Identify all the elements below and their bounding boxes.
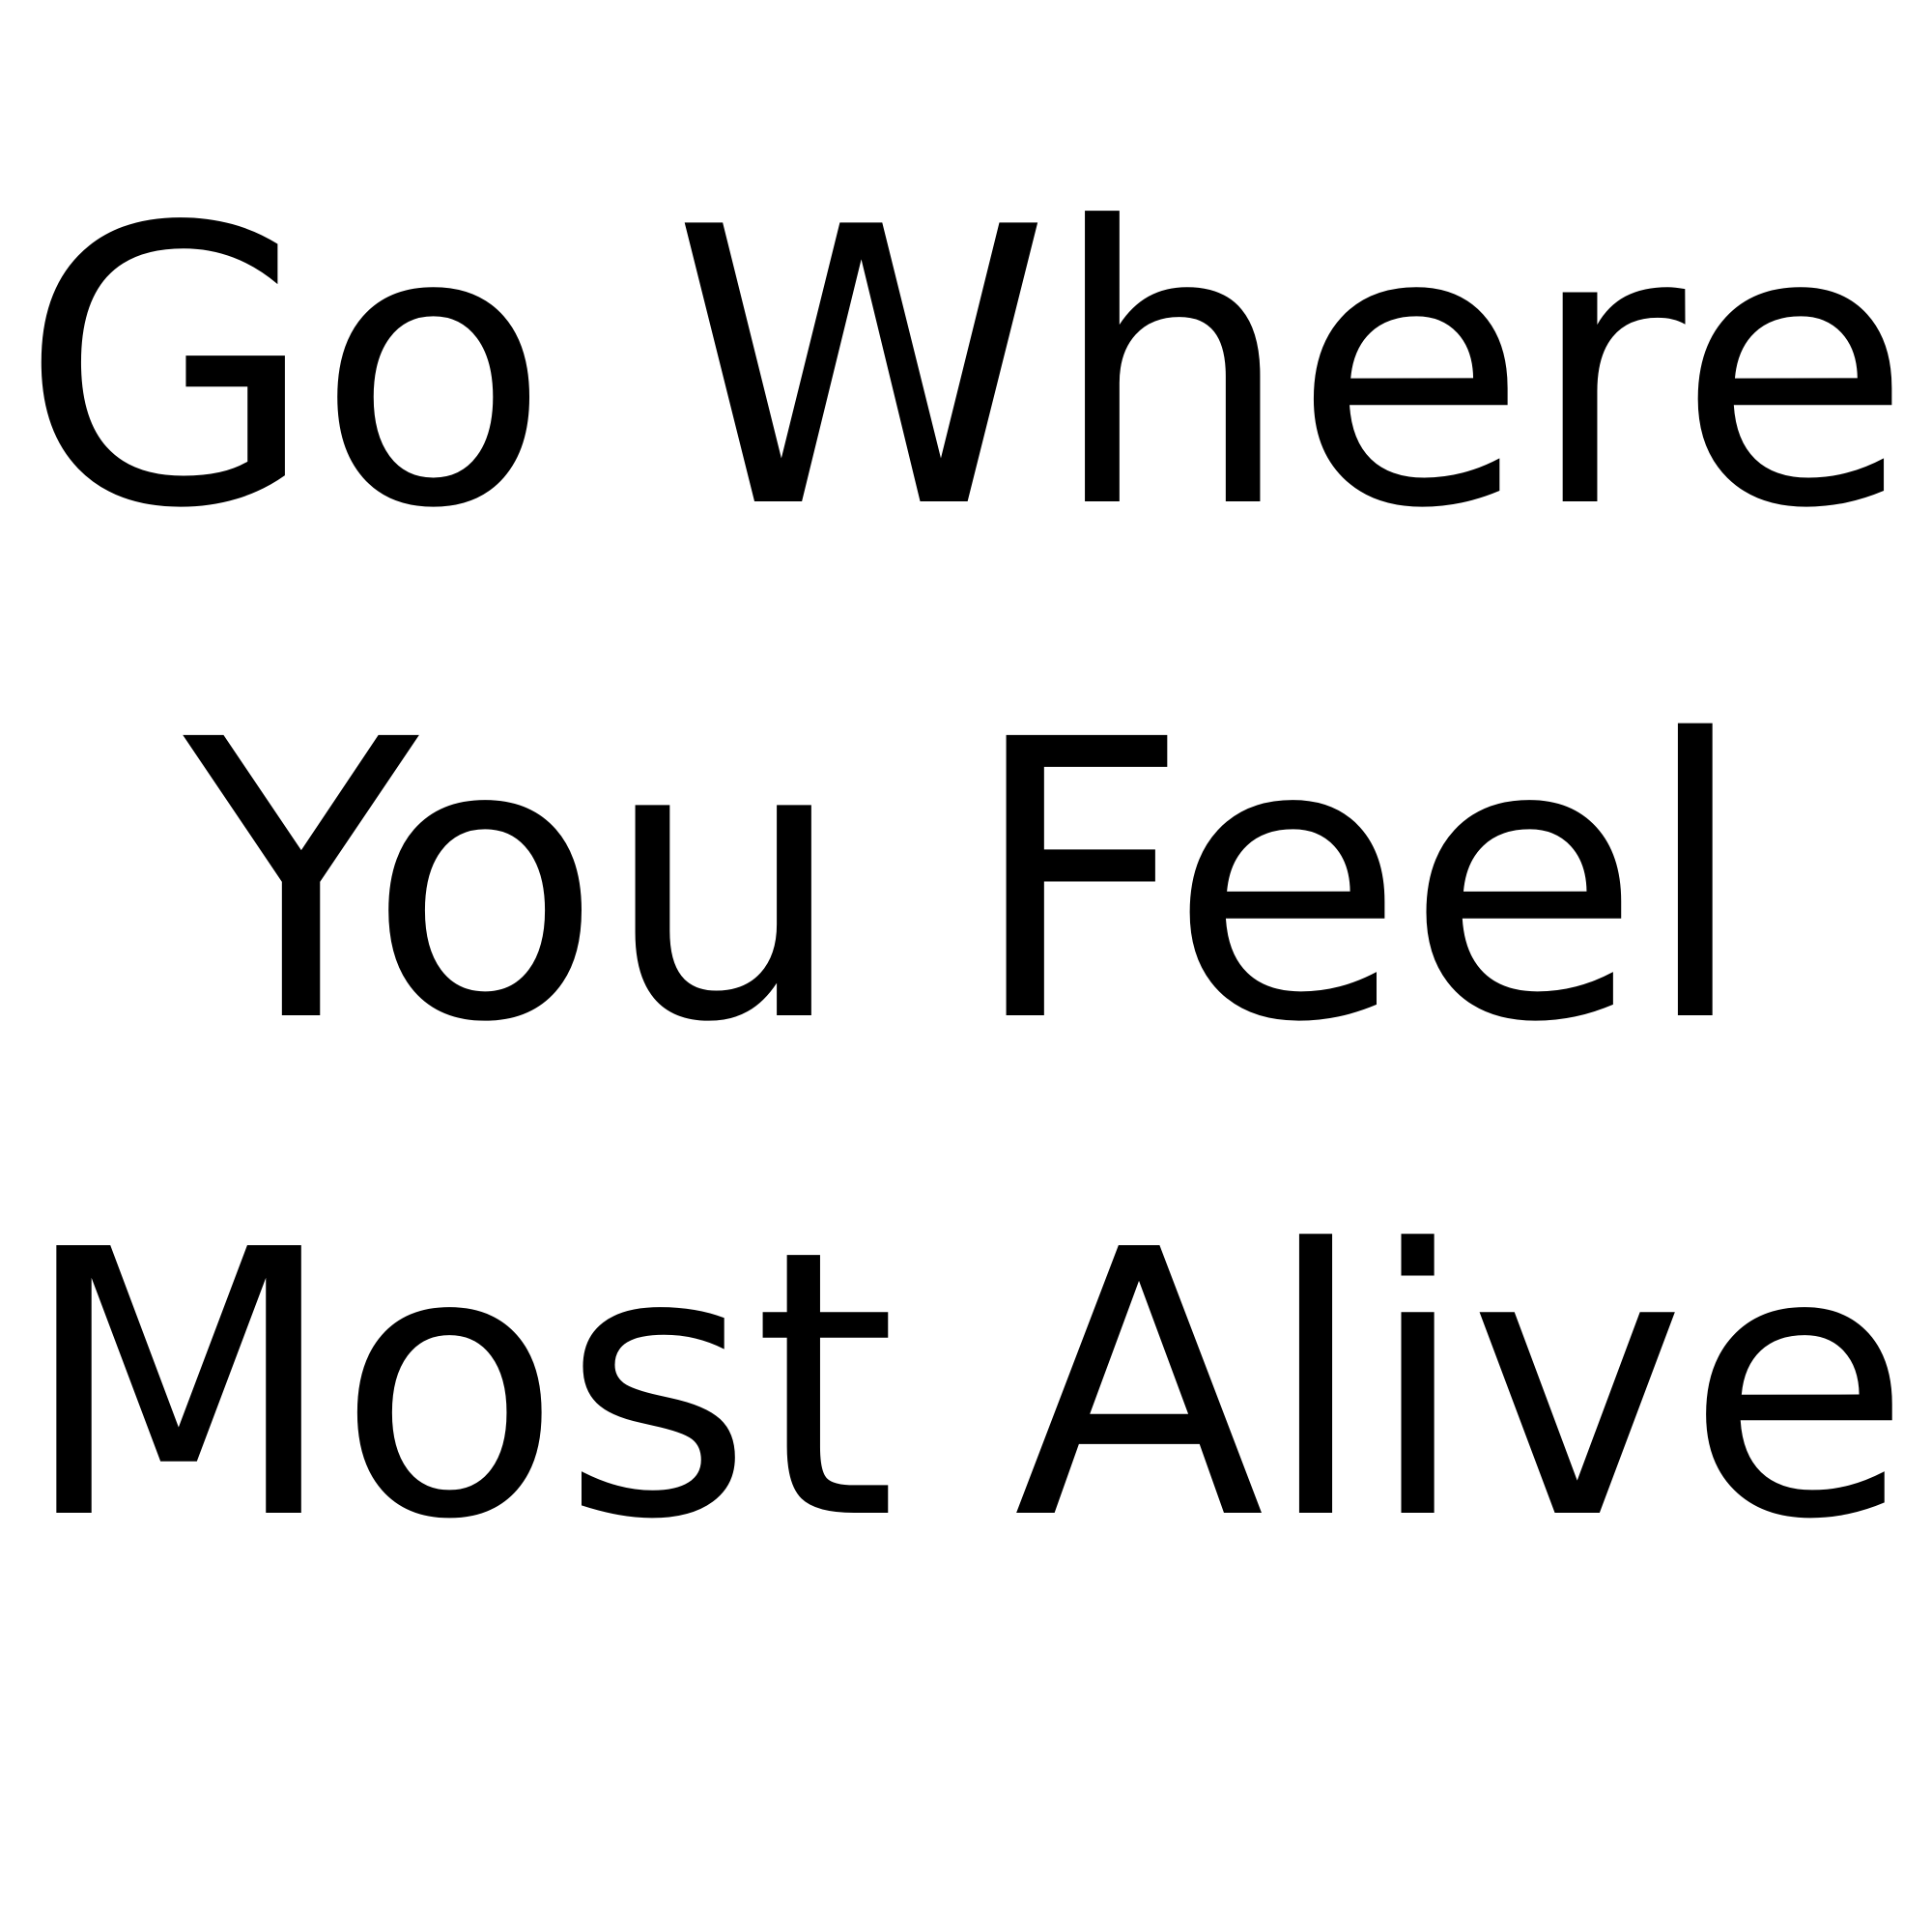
quote-line-3: Most Alive — [20, 1172, 1912, 1600]
quote-line-2: You Feel — [184, 659, 1748, 1106]
quote-line-1: Go Where — [19, 147, 1913, 592]
